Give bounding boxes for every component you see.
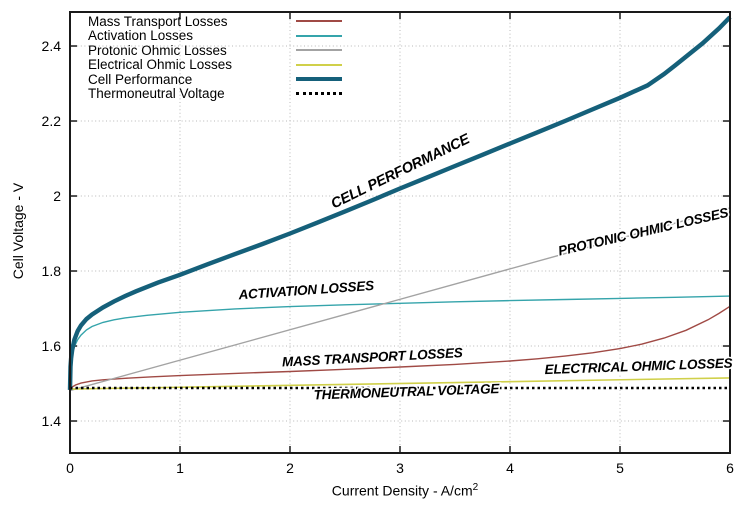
svg-text:1: 1 (176, 460, 184, 476)
x-axis-title (250, 482, 560, 499)
legend-item-electrical-ohmic-losses (88, 58, 342, 73)
legend (88, 14, 342, 101)
x-axis-title-sup: 2 (472, 482, 479, 493)
legend-label: Mass Transport Losses (88, 13, 228, 29)
svg-text:1.6: 1.6 (41, 338, 61, 355)
legend-label: Activation Losses (88, 28, 194, 44)
legend-item-activation-losses (88, 29, 342, 44)
legend-label: Protonic Ohmic Losses (88, 42, 227, 58)
annotation-label: ELECTRICAL OHMIC LOSSES (544, 355, 733, 378)
annotations (237, 131, 733, 403)
legend-label: Cell Performance (88, 71, 193, 87)
svg-text:2: 2 (286, 460, 294, 476)
svg-text:2.4: 2.4 (41, 38, 61, 55)
legend-swatch-line (296, 64, 342, 66)
y-tick-labels (42, 38, 62, 429)
svg-text:6: 6 (726, 460, 734, 476)
annotation-label: THERMONEUTRAL VOLTAGE (313, 381, 500, 403)
svg-text:0: 0 (66, 460, 74, 476)
svg-text:1.4: 1.4 (41, 413, 61, 430)
svg-text:4: 4 (506, 460, 514, 476)
legend-swatch-line (296, 35, 342, 37)
annotation-label: PROTONIC OHMIC LOSSES (556, 204, 730, 259)
annotation-label: ACTIVATION LOSSES (238, 277, 375, 303)
legend-swatch-line (296, 49, 342, 51)
legend-item-thermoneutral-voltage (88, 87, 342, 102)
y-axis-title: Cell Voltage - V (10, 182, 26, 280)
legend-item-protonic-ohmic-losses (88, 43, 342, 58)
x-tick-labels (66, 460, 734, 476)
x-axis-title-text: Current Density - A/cm (331, 482, 473, 499)
svg-text:1.8: 1.8 (41, 263, 61, 280)
legend-swatch-line (296, 77, 342, 81)
legend-swatch-line (296, 20, 342, 22)
svg-text:5: 5 (616, 460, 624, 476)
svg-text:2.2: 2.2 (41, 113, 61, 130)
legend-item-cell-performance (88, 72, 342, 87)
svg-text:3: 3 (396, 460, 404, 476)
legend-swatch-line (296, 92, 342, 95)
legend-item-mass-transport-losses (88, 14, 342, 29)
legend-label: Electrical Ohmic Losses (88, 57, 233, 73)
svg-text:2: 2 (53, 188, 61, 205)
annotation-label: CELL PERFORMANCE (328, 131, 473, 213)
annotation-label: MASS TRANSPORT LOSSES (281, 345, 463, 370)
legend-label: Thermoneutral Voltage (88, 86, 225, 102)
